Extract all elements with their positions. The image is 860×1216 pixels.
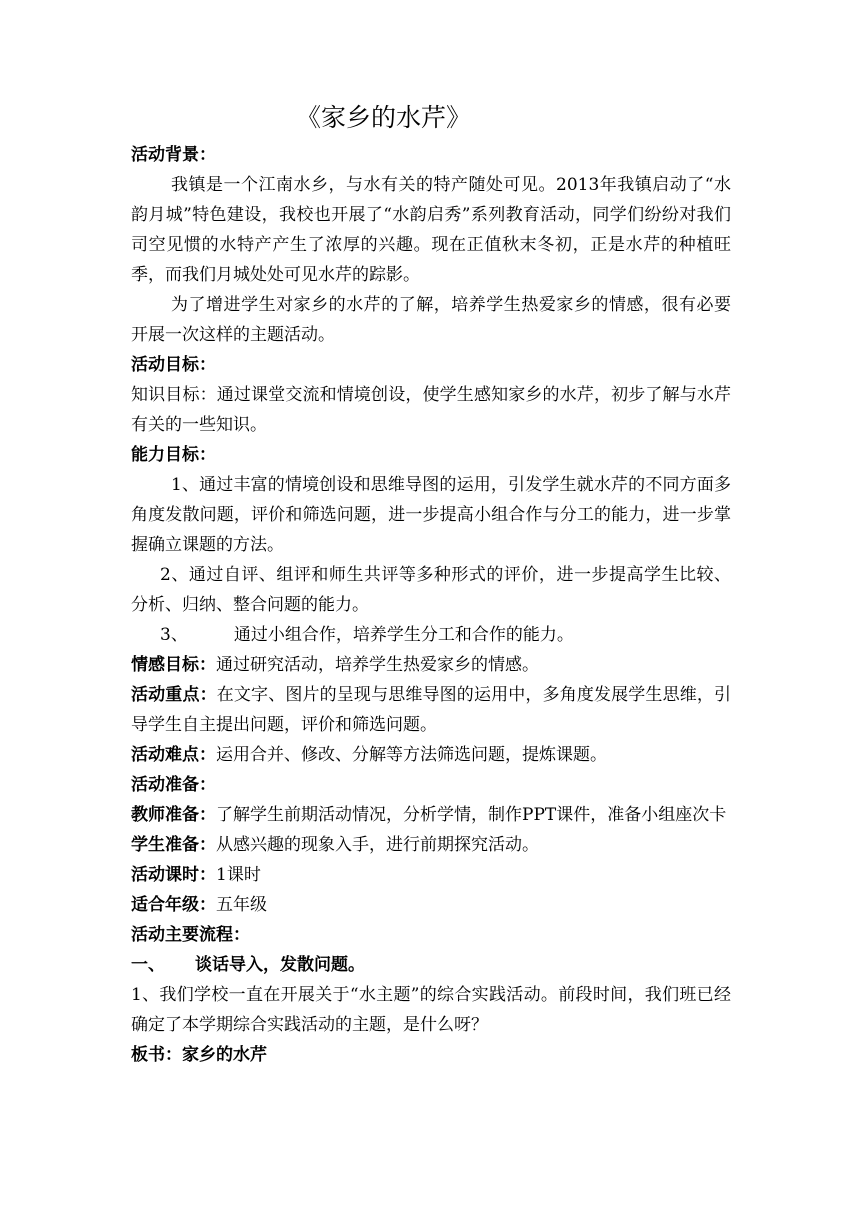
hours-label: 活动课时： <box>131 865 216 885</box>
ability-heading: 能力目标： <box>131 445 216 465</box>
ability-item-2: 2、通过自评、组评和师生共评等多种形式的评价，进一步提高学生比较、分析、归纳、整合问题的能力。 <box>131 565 731 615</box>
emotion-label: 情感目标： <box>131 655 216 675</box>
ability-item-3-number: 3、 <box>160 625 188 645</box>
difficulty-point <box>131 740 731 770</box>
student-text: 从感兴趣的现象入手，进行前期探究活动。 <box>216 835 539 855</box>
background-heading: 活动背景： <box>131 145 216 165</box>
knowledge-goal: 知识目标：通过课堂交流和情境创设，使学生感知家乡的水芹，初步了解与水芹有关的一些知识。 <box>131 385 731 435</box>
student-label: 学生准备： <box>131 835 216 855</box>
class-hours <box>131 860 731 890</box>
grade-level <box>131 890 731 920</box>
step-1-paragraph: 1、我们学校一直在开展关于“水主题”的综合实践活动。前段时间，我们班已经确定了本学期综合实践活动的主题，是什么呀？ <box>131 985 731 1035</box>
key-point <box>131 680 731 740</box>
flow-heading: 活动主要流程： <box>131 925 250 945</box>
teacher-preparation <box>131 800 731 830</box>
hours-text: 1课时 <box>216 865 261 885</box>
key-text: 在文字、图片的呈现与思维导图的运用中，多角度发展学生思维，引导学生自主提出问题，评价和筛选问题。 <box>131 685 732 735</box>
key-label: 活动重点： <box>131 685 217 705</box>
grade-text: 五年级 <box>216 895 267 915</box>
document-title: 《家乡的水芹》 <box>296 103 472 132</box>
ability-item-3-text: 通过小组合作，培养学生分工和合作的能力。 <box>233 625 574 645</box>
document-body <box>131 140 731 1070</box>
step-1-heading <box>131 950 731 980</box>
student-preparation <box>131 830 731 860</box>
preparation-heading: 活动准备： <box>131 775 216 795</box>
step-1-text: 谈话导入，发散问题。 <box>195 955 365 975</box>
background-paragraph-2: 为了增进学生对家乡的水芹的了解，培养学生热爱家乡的情感，很有必要开展一次这样的主题活动。 <box>131 295 731 345</box>
background-paragraph-1: 我镇是一个江南水乡，与水有关的特产随处可见。2013年我镇启动了“水韵月城”特色建设，我校也开展了“水韵启秀”系列教育活动，同学们纷纷对我们司空见惯的水特产产生了浓厚的兴趣。现在正值秋末冬初，正是水芹的种植旺季，而我们月城处处可见水芹的踪影。 <box>131 175 731 285</box>
board-note: 板书：家乡的水芹 <box>131 1045 267 1065</box>
teacher-label: 教师准备： <box>131 805 216 825</box>
goal-heading: 活动目标： <box>131 355 216 375</box>
step-1-number: 一、 <box>131 955 165 975</box>
difficulty-label: 活动难点： <box>131 745 216 765</box>
grade-label: 适合年级： <box>131 895 216 915</box>
ability-item-1: 1、通过丰富的情境创设和思维导图的运用，引发学生就水芹的不同方面多角度发散问题，评价和筛选问题，进一步提高小组合作与分工的能力，进一步掌握确立课题的方法。 <box>131 475 731 555</box>
emotion-goal <box>131 650 731 680</box>
ability-item-3 <box>131 620 731 650</box>
difficulty-text: 运用合并、修改、分解等方法筛选问题，提炼课题。 <box>216 745 607 765</box>
emotion-text: 通过研究活动，培养学生热爱家乡的情感。 <box>216 655 539 675</box>
teacher-text: 了解学生前期活动情况，分析学情，制作PPT课件，准备小组座次卡 <box>216 805 727 825</box>
